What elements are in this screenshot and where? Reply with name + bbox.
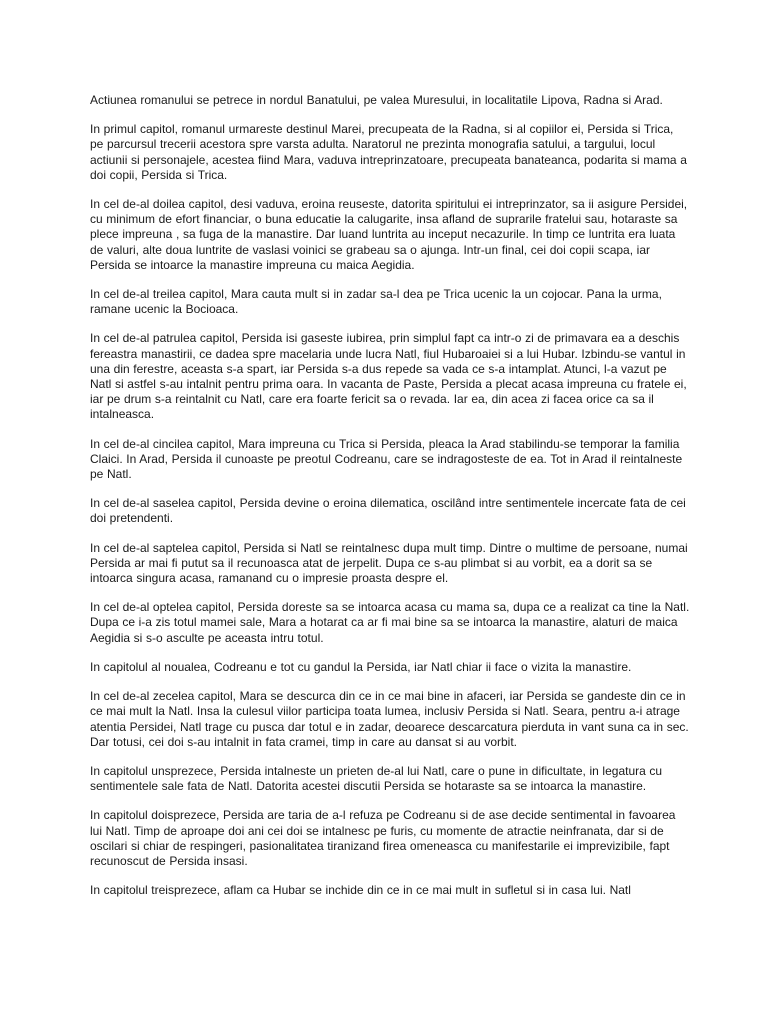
paragraph-chapter-9: In capitolul al noualea, Codreanu e tot cu gandul la Persida, iar Natl chiar ii face o vizita la manastire. [90,659,632,674]
paragraph-setting: Actiunea romanului se petrece in nordul Banatului, pe valea Muresului, in localitatile Lipova, Radna si Arad. [90,93,663,107]
paragraph-chapter-5: In cel de-al cincilea capitol, Mara impreuna cu Trica si Persida, pleaca la Arad stabilindu-se temporar la familia Claici. In Arad, Persida il cunoaste pe preotul Codreanu, care se indragosteste de ea. Tot in Arad il reintalneste pe Natl. [90,436,683,482]
paragraph-chapter-8: In cel de-al optelea capitol, Persida doreste sa se intoarca acasa cu mama sa, dupa ce a realizat ca tine la Natl. Dupa ce i-a zis totul mamei sale, Mara a hotarat ca ar fi mai bine sa se intoarca la manastire, alaturi de maica Aegidia si s-o asculte pe aceasta intru totul. [90,600,690,645]
document-page [90,93,690,912]
paragraph-chapter-6: In cel de-al saselea capitol, Persida devine o eroina dilematica, oscilând intre sentimentele incercate fata de cei doi pretendenti. [90,496,686,526]
paragraph-chapter-13: In capitolul treisprezece, aflam ca Hubar se inchide din ce in ce mai mult in sufletul si in casa lui. Natl [90,883,631,898]
paragraph-chapter-7: In cel de-al saptelea capitol, Persida si Natl se reintalnesc dupa mult timp. Dintre o multime de persoane, numai Persida ar mai fi putut sa il recunoasca atat de jerpelit. Dupa ce s-au plimbat si au vorbit, ea a dorit sa se intoarca singura acasa, ramanand cu o impresie proasta despre el. [90,540,688,586]
paragraph-chapter-3: In cel de-al treilea capitol, Mara cauta mult si in zadar sa-l dea pe Trica ucenic la un cojocar. Pana la urma, ramane ucenic la Bocioaca. [90,287,662,317]
paragraph-chapter-2: In cel de-al doilea capitol, desi vaduva, eroina reuseste, datorita spiritului ei intreprinzator, sa ii asigure Persidei, cu minimum de efort financiar, o buna educatie la calugarite, insa afland de suprarile fratelui sau, hotaraste sa plece impreuna , sa fuga de la manastire. Dar luand luntrita au inceput necazurile. In timp ce luntrita era luata de valuri, alte doua luntrite de vaslasi voinici se grabeau sa o ajunga. Intr-un final, cei doi copii scapa, iar Persida se intoarce la manastire impreuna cu maica Aegidia. [90,197,688,272]
paragraph-chapter-4: In cel de-al patrulea capitol, Persida isi gaseste iubirea, prin simplul fapt ca intr-o zi de primavara ea a deschis fereastra manastirii, ce dadea spre macelaria unde lucra Natl, fiul Hubaroaiei si a lui Hubar. Izbindu-se vantul in una din ferestre, aceasta s-a spart, iar Persida s-a dus repede sa vada ce s-a intamplat. Atunci, l-a vazut pe Natl si astfel s-au intalnit pentru prima oara. In vacanta de Paste, Persida a plecat acasa impreuna cu fratele ei, iar pe drum s-a reintalnit cu Natl, care era foarte fericit sa o revada. Iar ea, din acea zi facea orice ca sa il intalneasca. [90,331,687,422]
paragraph-chapter-11: In capitolul unsprezece, Persida intalneste un prieten de-al lui Natl, care o pune in dificultate, in legatura cu sentimentele sale fata de Natl. Datorita acestei discutii Persida se hotaraste sa se intoarca la manastire. [90,763,663,794]
paragraph-chapter-1: In primul capitol, romanul urmareste destinul Marei, precupeata de la Radna, si al copiilor ei, Persida si Trica, pe parcursul trecerii acestora spre varsta adulta. Naratorul ne prezinta monografia satului, a targului, locul actiunii si personajele, acestea fiind Mara, vaduva intreprinzatoare, precupeata banateanca, podarita si mama a doi copii, Persida si Trica. [90,122,687,182]
paragraph-chapter-12: In capitolul doisprezece, Persida are taria de a-l refuza pe Codreanu si de ase decide sentimental in favoarea lui Natl. Timp de aproape doi ani cei doi se intalnesc pe furis, cu momente de atractie neinfranata, dar si de oscilari si chiar de respingeri, pasionalitatea tiranizand firea omeneasca cu manifestarile ei imprevizibile, fapt recunoscut de Persida insasi. [90,808,676,868]
paragraph-chapter-10: In cel de-al zecelea capitol, Mara se descurca din ce in ce mai bine in afaceri, iar Persida se gandeste din ce in ce mai mult la Natl. Insa la culesul viilor participa toata lumea, inclusiv Persida si Natl. Seara, pentru a-i atrage atentia Persidei, Natl trage cu pusca dar totul e in zadar, deoarece descarcatura pierduta in vant suna ca in sec. Dar totusi, cei doi s-au intalnit in fata cramei, timp in care au dansat si au vorbit. [90,689,689,749]
